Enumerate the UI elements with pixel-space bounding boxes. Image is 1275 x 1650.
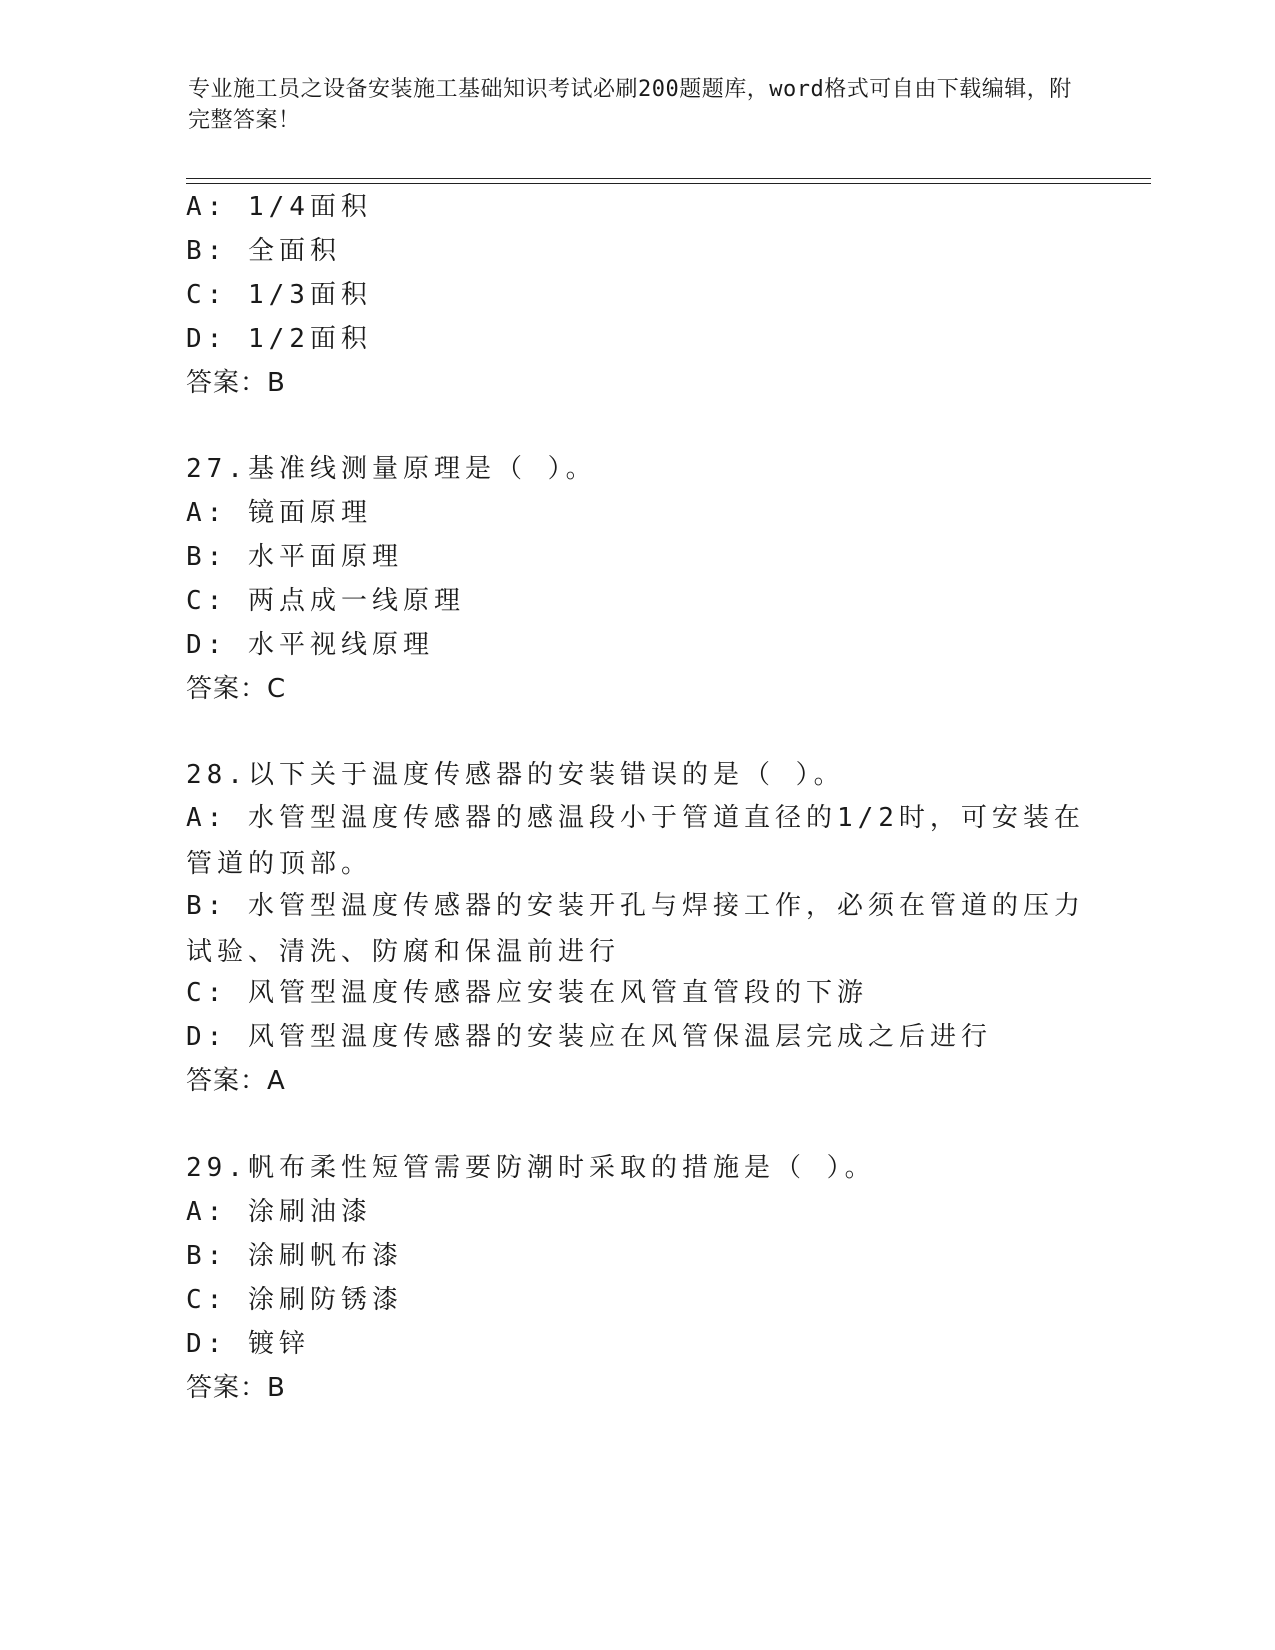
question-text: 28.以下关于温度传感器的安装错误的是（ ）。 (186, 760, 845, 790)
answer-label: 答案：A (186, 1066, 286, 1096)
header-divider-bottom (186, 183, 1151, 184)
option-b: B: 涂刷帆布漆 (186, 1241, 403, 1271)
option-a: A: 水管型温度传感器的感温段小于管道直径的1/2时，可安装在管道的顶部。 (186, 803, 1085, 879)
option-d: D: 1/2面积 (186, 324, 372, 354)
answer-label: 答案：B (186, 1373, 286, 1403)
option-c: C: 风管型温度传感器应安装在风管直管段的下游 (186, 978, 868, 1008)
question-text: 29.帆布柔性短管需要防潮时采取的措施是（ ）。 (186, 1153, 876, 1183)
option-d: D: 镀锌 (186, 1329, 310, 1359)
option-c: C: 涂刷防锈漆 (186, 1285, 403, 1315)
option-a: A: 镜面原理 (186, 498, 372, 528)
option-b: B: 水平面原理 (186, 542, 403, 572)
option-d: D: 水平视线原理 (186, 630, 434, 660)
document-header: 专业施工员之设备安装施工基础知识考试必刷200题题库，word格式可自由下载编辑，附完整答案！ (188, 77, 1072, 133)
header-divider-top (186, 178, 1151, 179)
option-c: C: 1/3面积 (186, 280, 372, 310)
option-b: B: 全面积 (186, 236, 341, 266)
option-a: A: 涂刷油漆 (186, 1197, 372, 1227)
answer-label: 答案：C (186, 674, 287, 704)
question-text: 27.基准线测量原理是（ ）。 (186, 454, 597, 484)
answer-label: 答案：B (186, 368, 286, 398)
option-a: A: 1/4面积 (186, 192, 372, 222)
option-c: C: 两点成一线原理 (186, 586, 465, 616)
option-d: D: 风管型温度传感器的安装应在风管保温层完成之后进行 (186, 1022, 992, 1052)
option-b: B: 水管型温度传感器的安装开孔与焊接工作，必须在管道的压力试验、清洗、防腐和保温前进行 (186, 891, 1085, 967)
